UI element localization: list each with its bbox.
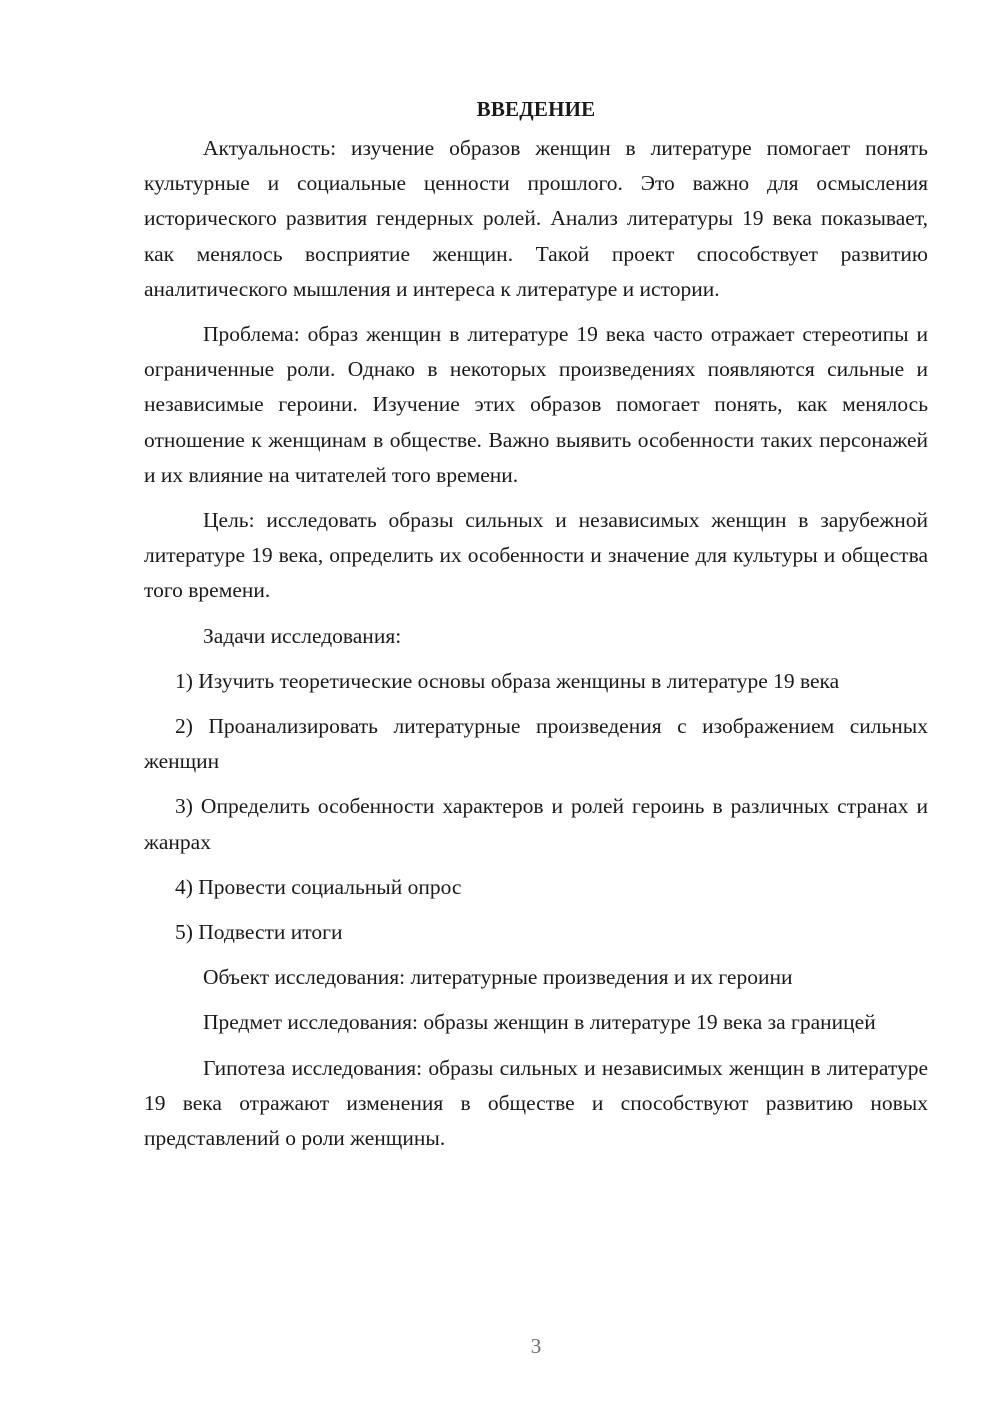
paragraph-goal: Цель: исследовать образы сильных и независимых женщин в зарубежной литературе 19 века, определить их особенности и значение для культуры и общества того времени.: [144, 508, 928, 603]
task-item-4: 4) Провести социальный опрос: [175, 874, 462, 899]
paragraph-problem: Проблема: образ женщин в литературе 19 века часто отражает стереотипы и ограниченные роли. Однако в некоторых произведениях появляются сильные и независимые героини. Изучение этих образов помогает понять, как менялось отношение к женщинам в обществе. Важно выявить особенности таких персонажей и их влияние на читателей того времени.: [144, 322, 928, 487]
page-number: 3: [530, 1334, 542, 1358]
page-title: ВВЕДЕНИЕ: [476, 97, 596, 121]
tasks-heading: Задачи исследования:: [203, 623, 402, 648]
task-item-3: 3) Определить особенности характеров и ролей героинь в различных странах и жанрах: [144, 794, 928, 854]
paragraph-object: Объект исследования: литературные произведения и их героини: [203, 965, 793, 990]
paragraph-relevance: Актуальность: изучение образов женщин в литературе помогает понять культурные и социальные ценности прошлого. Это важно для осмысления исторического развития гендерных ролей. Анализ литературы 19 века показывает, как менялось восприятие женщин. Такой проект способствует развитию аналитического мышления и интереса к литературе и истории.: [144, 136, 928, 301]
task-item-5: 5) Подвести итоги: [175, 920, 343, 945]
task-item-2: 2) Проанализировать литературные произведения с изображением сильных женщин: [144, 714, 928, 774]
paragraph-hypothesis: Гипотеза исследования: образы сильных и независимых женщин в литературе 19 века отражают изменения в обществе и способствуют развитию новых представлений о роли женщины.: [144, 1055, 928, 1151]
paragraph-subject: Предмет исследования: образы женщин в литературе 19 века за границей: [203, 1010, 876, 1035]
document-page: [144, 92, 928, 1156]
task-item-1: 1) Изучить теоретические основы образа женщины в литературе 19 века: [175, 668, 840, 693]
